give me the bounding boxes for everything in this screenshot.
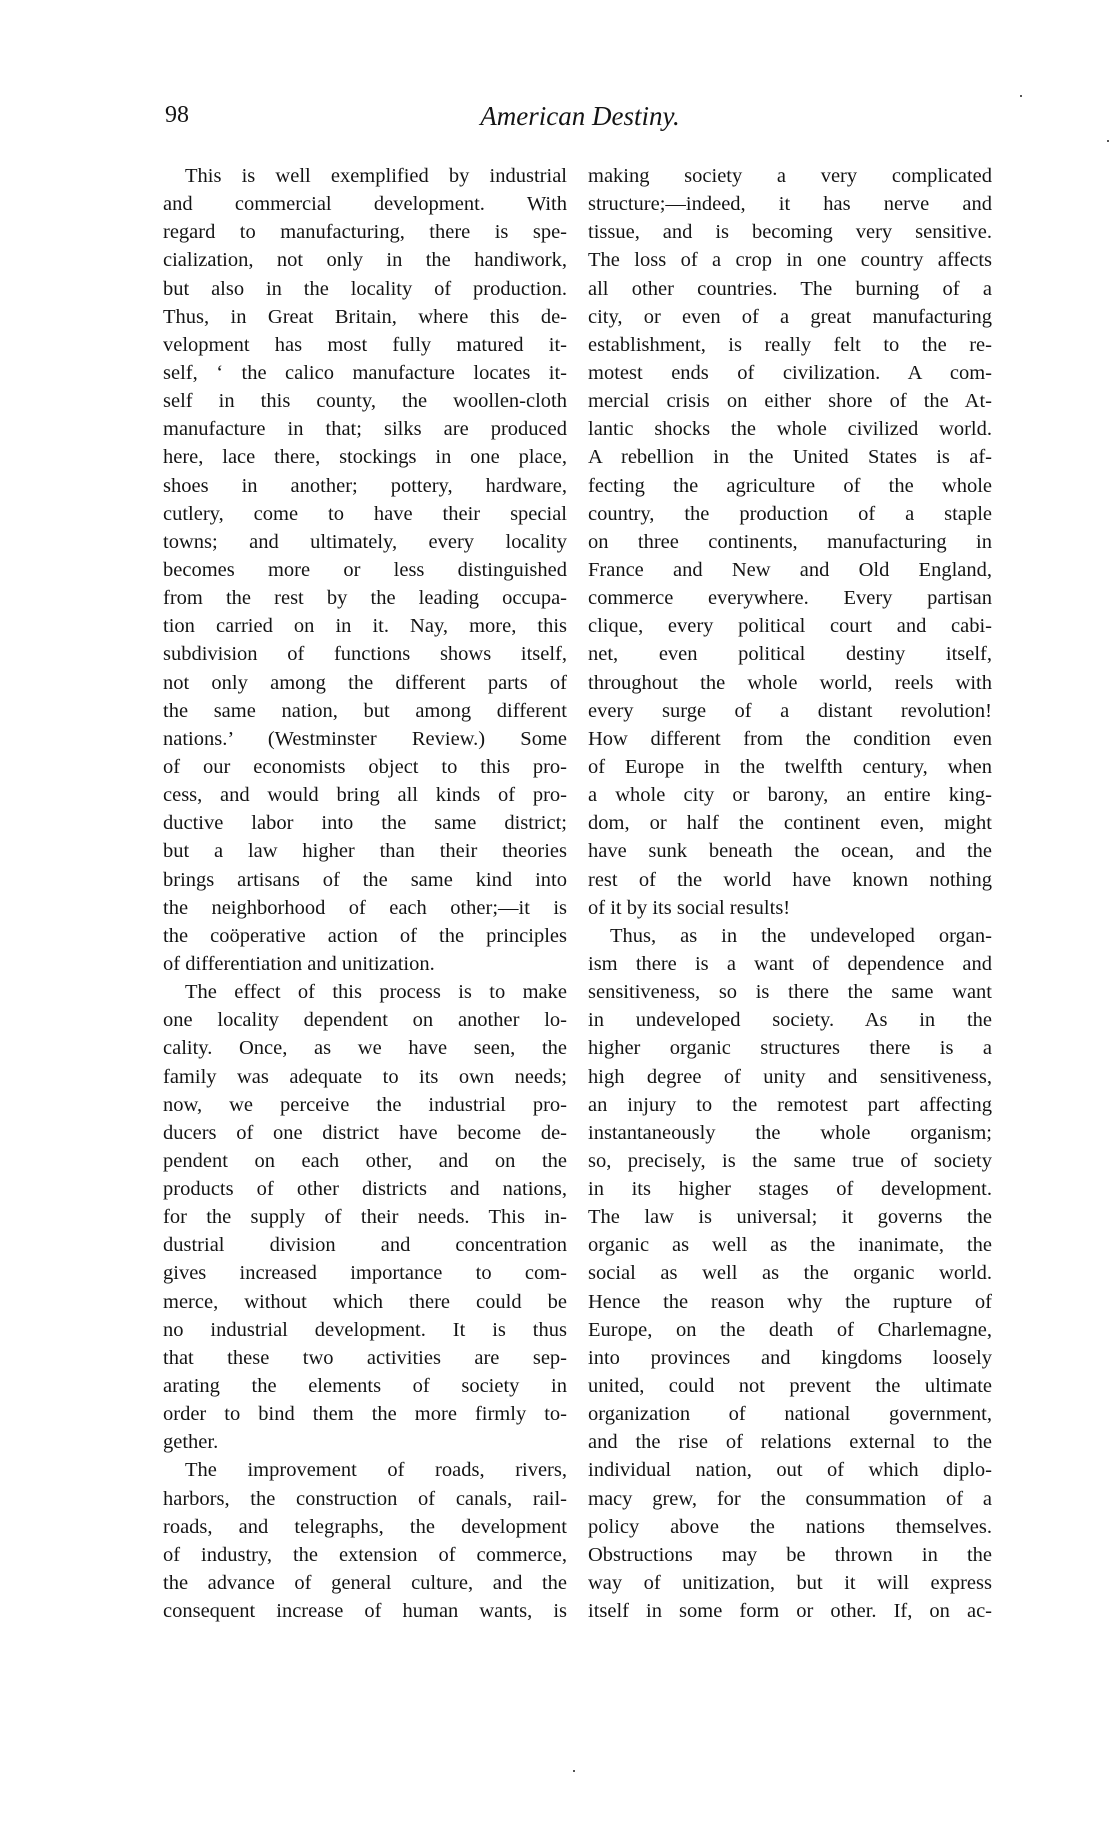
text-line: the advance of general culture, and the [163,1572,567,1595]
text-line: and commercial development. With [163,193,567,216]
text-line: The law is universal; it governs the [588,1206,992,1229]
text-line: cutlery, come to have their special [163,502,567,525]
text-line: Thus, in Great Britain, where this de- [163,305,567,328]
text-line: throughout the whole world, reels with [588,671,992,694]
text-line: social as well as the organic world. [588,1262,992,1285]
text-line: ducers of one district have become de- [163,1121,567,1144]
text-line: arating the elements of society in [163,1375,567,1398]
text-line: The effect of this process is to make [185,981,567,1004]
text-line: organic as well as the inanimate, the [588,1234,992,1257]
text-line: family was adequate to its own needs; [163,1065,567,1088]
text-line: cality. Once, as we have seen, the [163,1037,567,1060]
scan-speck [1020,95,1022,97]
text-line: for the supply of their needs. This in- [163,1206,567,1229]
text-line: order to bind them the more firmly to- [163,1403,567,1426]
text-line: products of other districts and nations, [163,1178,567,1201]
text-line: tissue, and is becoming very sensitive. [588,221,992,244]
text-line: Europe, on the death of Charlemagne, [588,1318,992,1341]
text-line: Thus, as in the undeveloped organ- [610,924,992,947]
text-line: individual nation, out of which diplo- [588,1459,992,1482]
text-line: brings artisans of the same kind into [163,868,567,891]
text-line: higher organic structures there is a [588,1037,992,1060]
text-line: country, the production of a staple [588,502,992,525]
text-line: dustrial division and concentration [163,1234,567,1257]
text-line: tion carried on in it. Nay, more, this [163,615,567,638]
text-line: every surge of a distant revolution! [588,699,992,722]
text-line: but also in the locality of production. [163,277,567,300]
text-line: all other countries. The burning of a [588,277,992,300]
text-line: from the rest by the leading occupa- [163,587,567,610]
text-line: The improvement of roads, rivers, [185,1459,567,1482]
text-line: now, we perceive the industrial pro- [163,1093,567,1116]
text-line: How different from the condition even [588,727,992,750]
text-line: A rebellion in the United States is af- [588,446,992,469]
text-line: fecting the agriculture of the whole [588,474,992,497]
text-line: self, ‘ the calico manufacture locates it- [163,361,567,384]
text-line: no industrial development. It is thus [163,1318,567,1341]
text-line: net, even political destiny itself, [588,643,992,666]
text-line: gives increased importance to com- [163,1262,567,1285]
text-line: lantic shocks the whole civilized world. [588,418,992,441]
text-line: consequent increase of human wants, is [163,1600,567,1623]
text-line: way of unitization, but it will express [588,1572,992,1595]
text-line: This is well exemplified by industrial [185,165,567,187]
text-line: establishment, is really felt to the re- [588,333,992,356]
text-line: rest of the world have known nothing [588,868,992,891]
text-line: of our economists object to this pro- [163,755,567,778]
text-line: ism there is a want of dependence and [588,952,992,975]
text-line: manufacture in that; silks are produced [163,418,567,441]
text-line: merce, without which there could be [163,1290,567,1313]
text-line: in undeveloped society. As in the [588,1009,992,1032]
left-column [163,162,567,1625]
text-line: pendent on each other, and on the [163,1149,567,1172]
text-line: gether. [163,1431,219,1454]
text-line: commerce everywhere. Every partisan [588,587,992,610]
text-line: of differentiation and unitization. [163,952,435,975]
text-line: ductive labor into the same district; [163,812,567,835]
text-line: the same nation, but among different [163,699,567,722]
text-line: roads, and telegraphs, the development [163,1515,567,1538]
text-line: city, or even of a great manufacturing [588,305,992,328]
page-number: 98 [165,102,189,128]
text-line: an injury to the remotest part affecting [588,1093,992,1116]
text-line: a whole city or barony, an entire king- [588,784,992,807]
text-line: towns; and ultimately, every locality [163,530,567,553]
text-line: the coöperative action of the principles [163,924,567,947]
text-line: and the rise of relations external to the [588,1431,992,1454]
text-line: of it by its social results! [588,896,791,919]
text-line: united, could not prevent the ultimate [588,1375,992,1398]
text-line: have sunk beneath the ocean, and the [588,840,992,863]
text-line: itself in some form or other. If, on ac- [588,1600,992,1623]
text-line: policy above the nations themselves. [588,1515,992,1538]
scan-speck [573,1770,575,1772]
running-title: American Destiny. [480,101,680,131]
text-line: France and New and Old England, [588,558,992,581]
text-line: but a law higher than their theories [163,840,567,863]
text-line: so, precisely, is the same true of society [588,1149,992,1172]
text-line: The loss of a crop in one country affects [588,249,992,272]
text-line: clique, every political court and cabi- [588,615,992,638]
text-line: into provinces and kingdoms loosely [588,1346,992,1369]
scan-speck [1107,140,1109,142]
text-line: velopment has most fully matured it- [163,333,567,356]
text-line: not only among the different parts of [163,671,567,694]
text-line: motest ends of civilization. A com- [588,361,992,384]
text-line: macy grew, for the consummation of a [588,1487,992,1510]
text-line: one locality dependent on another lo- [163,1009,567,1032]
text-line: instantaneously the whole organism; [588,1121,992,1144]
text-line: of industry, the extension of commerce, [163,1543,567,1566]
text-line: here, lace there, stockings in one place, [163,446,567,469]
text-line: Hence the reason why the rupture of [588,1290,992,1313]
text-line: becomes more or less distinguished [163,558,567,581]
text-line: regard to manufacturing, there is spe- [163,221,567,244]
text-line: nations.’ (Westminster Review.) Some [163,727,567,750]
text-line: harbors, the construction of canals, rail- [163,1487,567,1510]
right-column [588,162,992,1625]
text-line: Obstructions may be thrown in the [588,1543,992,1566]
text-line: that these two activities are sep- [163,1346,567,1369]
text-line: of Europe in the twelfth century, when [588,755,992,778]
text-line: cess, and would bring all kinds of pro- [163,784,567,807]
text-line: high degree of unity and sensitiveness, [588,1065,992,1088]
text-line: dom, or half the continent even, might [588,812,992,835]
text-line: cialization, not only in the handiwork, [163,249,567,272]
text-line: subdivision of functions shows itself, [163,643,567,666]
text-line: sensitiveness, so is there the same want [588,981,992,1004]
text-line: self in this county, the woollen-cloth [163,390,567,413]
text-line: mercial crisis on either shore of the At- [588,390,992,413]
text-line: making society a very complicated [588,165,992,187]
text-line: structure;—indeed, it has nerve and [588,193,992,216]
text-line: on three continents, manufacturing in [588,530,992,553]
text-line: the neighborhood of each other;—it is [163,896,567,919]
text-line: shoes in another; pottery, hardware, [163,474,567,497]
text-line: organization of national government, [588,1403,992,1426]
text-line: in its higher stages of development. [588,1178,992,1201]
